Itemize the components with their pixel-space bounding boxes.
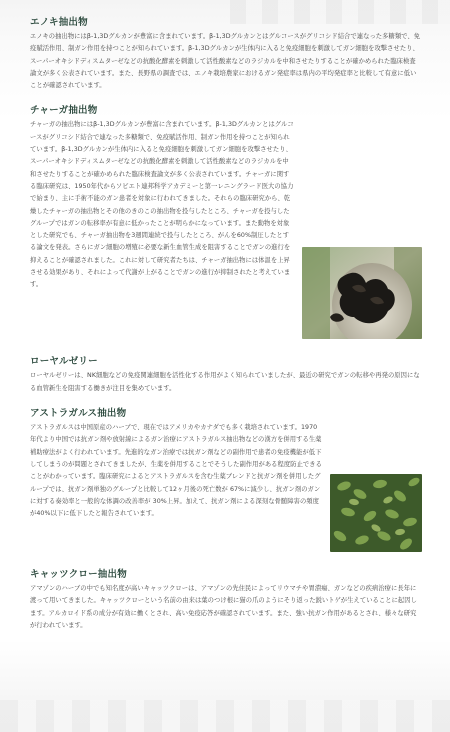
section-body-astragalus: アストラガルスは中国原産のハーブで、現在ではアメリカやカナダでも多く栽培されています。1970年代より中国では抗ガン剤や放射線によるガン治療にアストラガルス抽出物などの漢方を併用する生薬補助療法がよく行われています。先進的なガン治療では抗ガン剤などの副作用で患者の免疫機能が低下してしまうのが問題とされてきましたが、生薬を併用することでそうした副作用がある程度防止できることがわかっています。臨床研究によるとアストラガルスを含む生薬ブレンドと抗ガン剤を併用したグループでは、抗ガン剤単独のグループと比較して12ヶ月後の死亡数が 67%に減少し、抗ガン剤のガンに対する奏効率と一般的な体調の改善率が 30%上昇。加えて、抗ガン剤による深刻な骨髄障害の頻度が40%以下に低下したと報告されています。 [30, 424, 322, 518]
section-title-astragalus: アストラガルス抽出物 [30, 408, 127, 420]
section-title-cats-claw: キャッツクロー抽出物 [30, 569, 127, 581]
section-chaga [30, 102, 422, 343]
section-astragalus [30, 405, 422, 556]
article-content [30, 14, 422, 642]
section-body-cats-claw: アマゾンのハーブの中でも知名度が高いキャッツクローは、アマゾンの先住民によってリウマチや胃潰瘍、ガンなどの疾病治療に長年に渡って用いてきました。キャッツクローという名前の由来は葉のつけ根に猫の爪のようにそり返った鋭いトゲが生えていることに起因します。アルカロイド系の成分が有効に働くとされ、高い免疫応答が確認されています。また、強い抗ガン作用があるとされ、様々な研究が行われています。 [30, 585, 417, 629]
section-cats-claw [30, 566, 422, 632]
footer-decoration [0, 700, 450, 732]
astragalus-leaves-photo [330, 474, 422, 552]
section-body-chaga: チャーガの抽出物にはβ-1,3Dグルカンが豊富に含まれています。β-1,3Dグルカンとはグルコースがグリコシド結合で連なった多糖類で、免疫賦活作用、制ガン作用を持つことが知られています。β-1,3Dグルカンが生体内に入ると免疫細胞を刺激してガン細胞を攻撃させたり、スーパーオキシドディスムターゼなどの抗酸化酵素を刺激して活性酸素などのラジカルを中和させたりすることが確かめられた臨床検査論文が多く公表されています。チャーガに関する臨床研究は、1950年代からソビエト連邦科学アカデミーと第一レニングラード医大の協力で始まり、主に手術不能のガン患者を対象に行われてきました。それらの臨床研究から、乾燥したチャーガの抽出物とその他のきのこの抽出物を投与したところ、チャーガを投与したグループではガンの転移率が有意に低かったことが明らかになっています。また動物を対象とした研究でも、チャーガ抽出物を3週間連続で投与したところ、がんを60%制圧したとする論文を発表。さらにガン細胞の増殖に必要な新生血管生成を阻害することでガンの進行を抑えることが確認されました。これに対して研究者たちは、チャーガ抽出物には体温を上昇させる効果があり、それによって代謝が上がることでガンの進行が抑制されたと考えています。 [30, 121, 294, 289]
section-body-enoki: エノキの抽出物にはβ-1,3Dグルカンが豊富に含まれています。β-1,3Dグルカンとはグルコースがグリコシド結合で連なった多糖類で、免疫賦活作用、制ガン作用を持つことが知られています。β-1,3Dグルカンが生体内に入ると免疫細胞を刺激してガン細胞を攻撃させたり、スーパーオキシドディスムターゼなどの抗酸化酵素を刺激して活性酸素などのラジカルを中和させたりすることが確かめられた臨床検査論文が多く公表されています。また、長野県の調査では、エノキ栽培農家におけるガン発症率は県内の平均発症率と比較して有意に低いことが確認されています。 [30, 33, 421, 90]
section-royal-jelly [30, 353, 422, 395]
section-body-royal-jelly: ローヤルゼリーは、NK細胞などの免疫関連細胞を活性化する作用がよく知られていましたが、最近の研究でガンの転移や再発の原因になる血管新生を阻害する働きが注目を集めています。 [30, 372, 420, 392]
section-title-chaga: チャーガ抽出物 [30, 105, 98, 117]
section-title-royal-jelly: ローヤルゼリー [30, 356, 98, 368]
section-enoki [30, 14, 422, 92]
chaga-mushroom-photo [302, 247, 422, 339]
section-title-enoki: エノキ抽出物 [30, 17, 88, 28]
